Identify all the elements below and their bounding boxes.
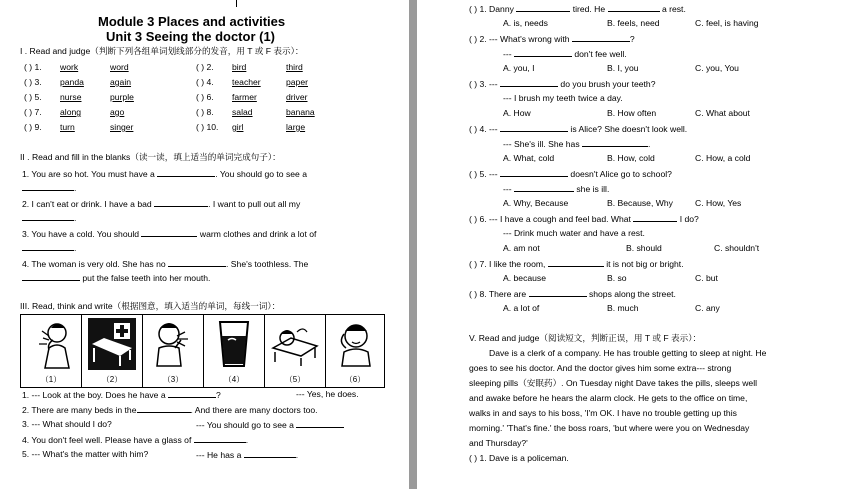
- toothache-man-icon: [332, 318, 380, 370]
- q7: ( ) 7. I like the room, it is not big or bright.: [469, 259, 684, 269]
- passage-line: goes to see his doctor. And the doctor gives him some extra--- strong: [469, 363, 732, 373]
- coughing-man-icon: [27, 318, 75, 370]
- q5: ( ) 5. --- doesn't Alice go to school?: [469, 169, 672, 179]
- picture-cell-6: （6）: [326, 315, 384, 387]
- picture-strip: [20, 314, 385, 388]
- s2-q2: 2. I can't eat or drink. I have a bad . I want to pull out all my: [22, 199, 301, 209]
- hospital-bed-icon: [88, 318, 136, 370]
- picture-cell-1: （1）: [21, 315, 82, 387]
- s2-q1: 1. You are so hot. You must have a . You should go to see a: [22, 169, 307, 179]
- picture-cell-5: （5）: [265, 315, 326, 387]
- passage-line: walks in and says to his boss, 'I'm OK. I have no trouble getting up this: [469, 408, 737, 418]
- passage-line: Dave is a clerk of a company. He has trouble getting to sleep at night. He: [489, 348, 767, 358]
- section2-heading: II . Read and fill in the blanks（读一读，填上适当的单词完成句子）：: [20, 152, 281, 162]
- section3-heading: III. Read, think and write（根据图意，填入适当的单词，每线一词）：: [20, 301, 281, 311]
- q1: ( ) 1. Danny tired. He a rest.: [469, 4, 686, 14]
- unit-title: Unit 3 Seeing the doctor (1): [106, 29, 276, 44]
- sick-child-in-bed-icon: [271, 318, 319, 370]
- q3: ( ) 3. --- do you brush your teeth?: [469, 79, 656, 89]
- q6: ( ) 6. --- I have a cough and feel bad. What I do?: [469, 214, 699, 224]
- q2: ( ) 2. --- What's wrong with ?: [469, 34, 635, 44]
- passage-line: morning.' 'That's fine.' the boss roars, 'but where were you on Wednesday: [469, 423, 750, 433]
- text-cursor: [236, 0, 237, 7]
- s3-q3: 3. --- What should I do?: [22, 419, 112, 429]
- passage-line: and awake before he hears the alarm clock. He gets to the office on time,: [469, 393, 748, 403]
- s3-q1: 1. --- Look at the boy. Does he have a ?: [22, 390, 221, 400]
- passage-line: and Thursday?': [469, 438, 528, 448]
- s3-q5: 5. --- What's the matter with him?: [22, 449, 149, 459]
- picture-cell-2: （2）: [82, 315, 143, 387]
- worksheet-page-right: ( ) 1. Danny tired. He a rest. A. is, needs B. feels, need C. feel, is having ( ) 2. --- What's wrong with ? --- don't fee well. A. you, I B. I, you C. you, You ( ) 3. --- do you brush your teeth? --- I brush my teeth twice a day. A. How B. How often C. What about ( ) 4. --- is Alice? She doesn't look well. --- She's ill. She has . A. What, cold B. How, cold C. How, a cold ( ) 5. --- doesn't Alice go to school? --- she is ill. A. Why, Because B. Because, Why C. How, Yes ( ) 6. --- I have a cough and feel bad. What I do? --- Drink much water and have a rest. A. am not B. should C. shouldn't ( ) 7. I like the room, it is not big or bright. A. because B. so C. but ( ) 8. There are shops along the street. A. a lot of B. much C. any V. Read and judge（阅读短文，判断正误，用 T 或 F 表示）： Dave is a clerk of a company. He has trouble getting to sleep at night. He goes to see his doctor. And the doctor gives him some extra--- strong sleeping pills（安眠药）. On Tuesday night Dave takes the pills, sleeps well and awake before he hears the alarm clock. He gets to the office on time, walks in and says to his boss, 'I'm OK. I have no trouble getting up this morning.' 'That's fine.' the boss roars, 'but where were you on Wednesday and Thursday?' ( ) 1. Dave is a policeman.: [417, 0, 852, 489]
- s3-q2: 2. There are many beds in the . And there are many doctors too.: [22, 405, 318, 415]
- picture-cell-3: （3）: [143, 315, 204, 387]
- module-title: Module 3 Places and activities: [98, 14, 286, 29]
- worksheet-page-left: Module 3 Places and activities Unit 3 Seeing the doctor (1) I . Read and judge（判断下列各组单词划线部分的发音，用 T 或 F 表示）： ( ) 1. work word ( ) 2. bird third ( ) 3. panda again ( ) 4. teacher paper ( ) 5. nurse purple ( ) 6. farmer driver ( ) 7. along ago ( ) 8. salad banana ( ) 9. turn singer ( ) 10. girl large II . Read and fill in the blanks（读一读，填上适当的单词完成句子）： 1. You are so hot. You must have a . You should go to see a . 2. I can't eat or drink. I have a bad . I want to pull out all my . 3. You have a cold. You should warm clothes and drink a lot of . 4. The woman is very old. She has no . She's toothless. The put the false teeth into her mouth. III. Read, think and write（根据图意，填入适当的单词，每线一词）： （1） （2） （3） （4） （5） （6） 1. --- Look at the boy. Does he have a ? --- Yes, he does. 2. There are many beds in the . And there are many doctors too. 3. --- What should I do? --- You should go to see a 4. You don't feel well. Please have a glass of . 5. --- What's the matter with him? --- He has a .: [0, 0, 409, 489]
- section1-heading: I . Read and judge（判断下列各组单词划线部分的发音，用 T 或 F 表示）：: [20, 46, 304, 56]
- glass-of-water-icon: [210, 318, 258, 370]
- s2-q3: 3. You have a cold. You should warm clothes and drink a lot of: [22, 229, 317, 239]
- section5-heading: V. Read and judge（阅读短文，判断正误，用 T 或 F 表示）：: [469, 333, 702, 343]
- judge-q1: ( ) 1. Dave is a policeman.: [469, 453, 569, 463]
- picture-cell-4: （4）: [204, 315, 265, 387]
- q4: ( ) 4. --- is Alice? She doesn't look well.: [469, 124, 688, 134]
- passage-line: sleeping pills（安眠药）. On Tuesday night Dave takes the pills, sleeps well: [469, 378, 758, 388]
- q8: ( ) 8. There are shops along the street.: [469, 289, 676, 299]
- s3-q4: 4. You don't feel well. Please have a glass of .: [22, 435, 249, 445]
- s2-q4: 4. The woman is very old. She has no . She's toothless. The: [22, 259, 309, 269]
- sneezing-child-icon: [149, 318, 197, 370]
